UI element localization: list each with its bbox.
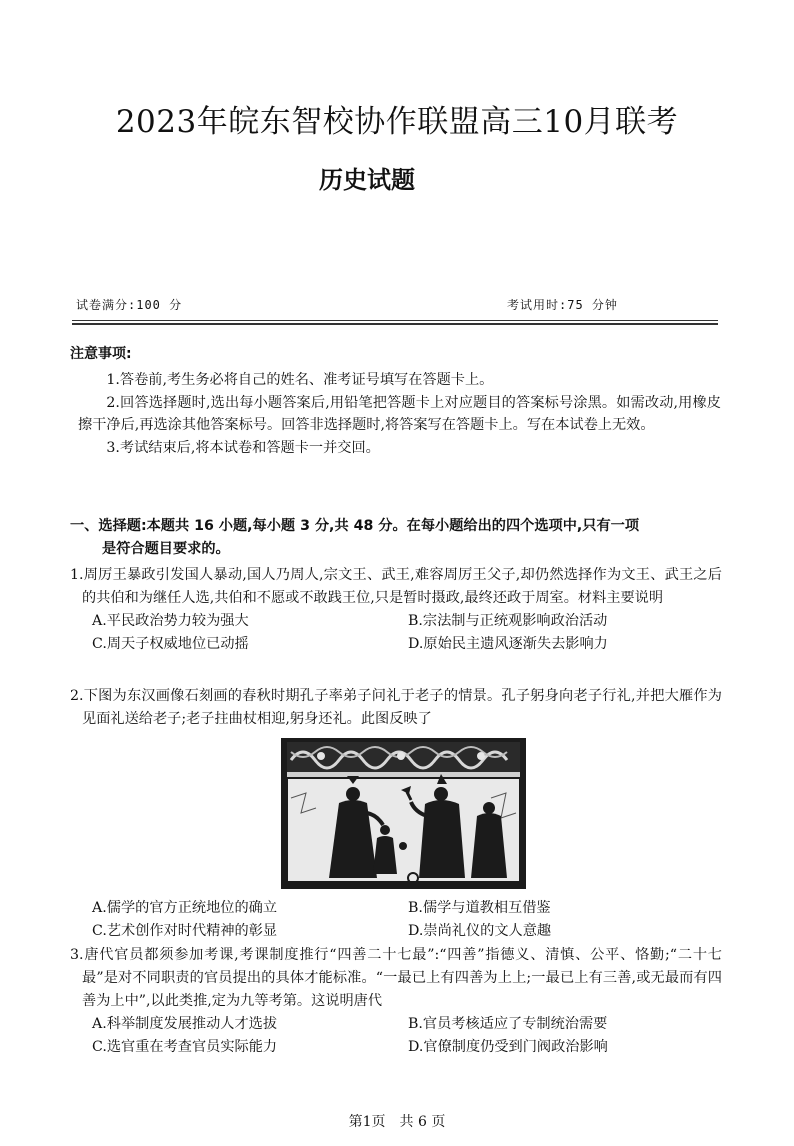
- option-c: C.选官重在考查官员实际能力: [92, 1039, 278, 1055]
- notice-heading: 注意事项:: [70, 346, 132, 362]
- option-d: D.原始民主遗风逐渐失去影响力: [408, 636, 608, 652]
- option-b: B.官员考核适应了专制统治需要: [408, 1016, 608, 1032]
- question-2: [70, 685, 722, 731]
- exam-subject: 历史试题: [319, 166, 415, 194]
- option-b: B.儒学与道教相互借鉴: [408, 900, 551, 916]
- divider-thick: [72, 323, 718, 325]
- option-b: B.宗法制与正统观影响政治活动: [408, 613, 608, 629]
- options: [70, 610, 722, 656]
- section-heading-line: 是符合题目要求的。: [102, 540, 230, 557]
- option-d: D.崇尚礼仪的文人意趣: [408, 923, 552, 939]
- question-3: [70, 944, 722, 1059]
- question-stem: 2.下图为东汉画像石刻画的春秋时期孔子率弟子问礼于老子的情景。孔子躬身向老子行礼,并把大雁作为见面礼送给老子;老子拄曲杖相迎,躬身还礼。此图反映了: [70, 688, 722, 727]
- notice-item: 2.回答选择题时,选出每小题答案后,用铅笔把答题卡上对应题目的答案标号涂黑。如需改动,用橡皮擦干净后,再选涂其他答案标号。回答非选择题时,将答案写在答题卡上。写在本试卷上无效。: [78, 394, 721, 433]
- section-heading-line: 一、选择题:本题共 16 小题,每小题 3 分,共 48 分。在每小题给出的四个选项中,只有一项: [70, 518, 640, 534]
- exam-title: 2023年皖东智校协作联盟高三10月联考: [115, 104, 679, 140]
- notice-item: 3.考试结束后,将本试卷和答题卡一并交回。: [106, 439, 380, 456]
- question-1: [70, 564, 722, 656]
- options: [70, 1013, 722, 1059]
- options: [70, 897, 722, 943]
- notice-list: [78, 369, 721, 459]
- option-d: D.官僚制度仍受到门阀政治影响: [408, 1039, 608, 1055]
- time-info: 考试用时:75 分钟: [507, 298, 618, 312]
- score-info: 试卷满分:100 分: [76, 298, 183, 312]
- option-a: A.科举制度发展推动人才选拔: [92, 1016, 278, 1032]
- divider-thin: [72, 320, 718, 321]
- notice-item: 1.答卷前,考生务必将自己的姓名、准考证号填写在答题卡上。: [106, 372, 494, 388]
- option-a: A.平民政治势力较为强大: [92, 613, 249, 629]
- question-2-options: [70, 897, 722, 943]
- question-stem: 1.周厉王暴政引发国人暴动,国人乃周人,宗文王、武王,难容周厉王父子,却仍然选择作为文王、武王之后的共伯和为继任人选,共伯和不愿或不敢践王位,只是暂时摄政,最终还政于周室。材料主要说明: [70, 567, 722, 606]
- page-number: 第1页 共 6 页: [348, 1114, 446, 1130]
- question-stem: 3.唐代官员都须参加考课,考课制度推行“四善二十七最”:“四善”指德义、清慎、公平、恪勤;“二十七最”是对不同职责的官员提出的具体才能标准。“一最已上有四善为上上;一最已上有三善,或无最而有四善为上中”,以此类推,定为九等考第。这说明唐代: [70, 947, 722, 1009]
- stone-relief-image: [281, 738, 526, 889]
- option-c: C.周天子权威地位已动摇: [92, 636, 249, 652]
- option-a: A.儒学的官方正统地位的确立: [92, 900, 278, 916]
- section-heading: [70, 515, 720, 560]
- option-c: C.艺术创作对时代精神的彰显: [92, 923, 278, 939]
